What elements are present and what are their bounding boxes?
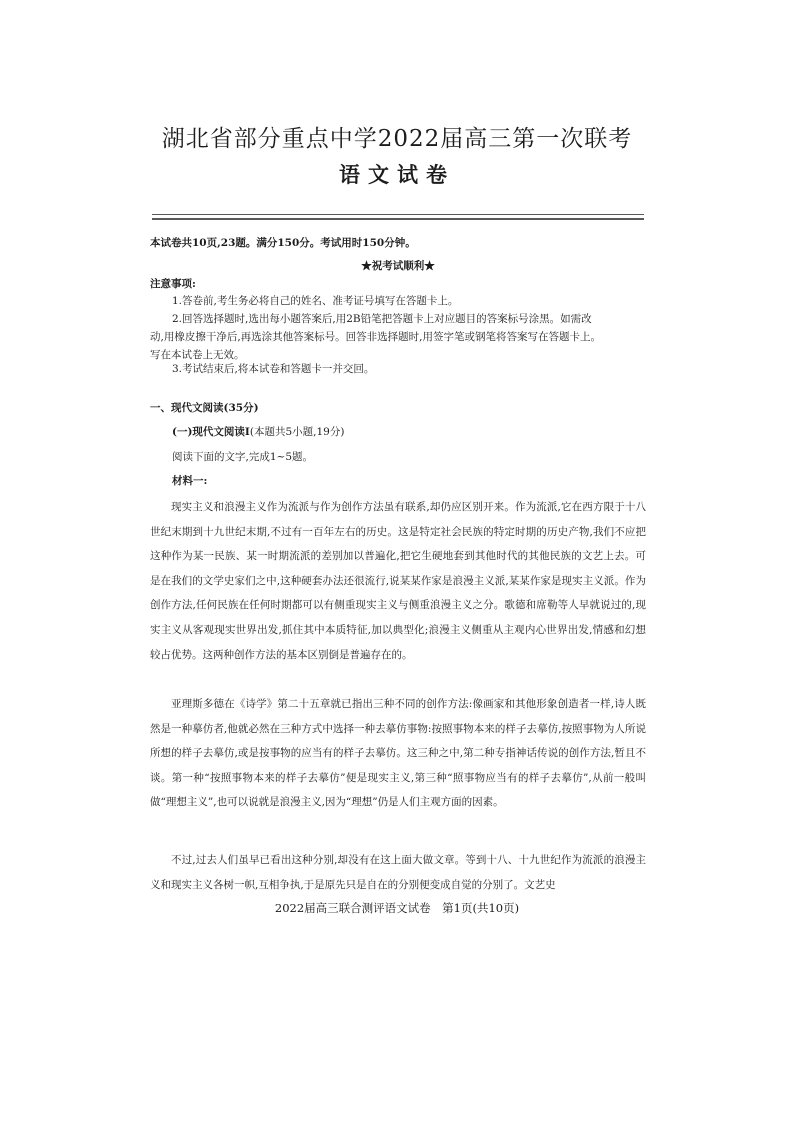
exam-subtitle: 语文试卷 [339, 162, 455, 187]
note-item-2-cont: 动,用橡皮擦干净后,再选涂其他答案标号。回答非选择题时,用签字笔或钢笔将答案写在答题卡上。 [150, 331, 602, 343]
note-item-1: 1.答卷前,考生务必将自己的姓名、准考证号填写在答题卡上。 [172, 295, 459, 307]
material-label: 材料一: [172, 475, 208, 487]
paragraph-3: 不过,过去人们虽早已看出这种分别,却没有在这上面大做文章。等到十八、十九世纪作为流派的浪漫主义和现实主义各树一帜,互相争执,于是原先只是自在的分别便变成自觉的分别了。文艺史 [150, 854, 646, 891]
subsection-note: (本题共5小题,19分) [249, 426, 345, 438]
section-heading: 一、现代文阅读(35分) [150, 402, 259, 414]
header-divider [152, 214, 644, 215]
notes-heading: 注意事项: [150, 278, 196, 290]
exam-title: 湖北省部分重点中学2022届高三第一次联考 [161, 126, 633, 152]
subsection-heading [172, 425, 668, 439]
paragraph-2: 亚理斯多德在《诗学》第二十五章就已指出三种不同的创作方法:像画家和其他形象创造者一样,诗人既然是一种摹仿者,他就必然在三种方式中选择一种去摹仿事物:按照事物本来的样子去摹仿,按照事物为人所说所想的样子去摹仿,或是按事物的应当有的样子去摹仿。这三种之中,第二种专指神话传说的创作方法,暂且不谈。第一种“按照事物本来的样子去摹仿”便是现实主义,第三种“照事物应当有的样子去摹仿”,从前一般叫做“理想主义”,也可以说就是浪漫主义,因为“理想”仍是人们主观方面的因素。 [150, 698, 646, 809]
header-divider-thick [152, 218, 644, 220]
note-item-3: 3.考试结束后,将本试卷和答题卡一并交回。 [172, 363, 375, 375]
note-item-2-end: 写在本试卷上无效。 [150, 349, 245, 361]
page-footer: 2022届高三联合测评语文试卷 第1页(共10页) [274, 901, 520, 915]
paragraph-1: 现实主义和浪漫主义作为流派与作为创作方法虽有联系,却仍应区别开来。作为流派,它在西方限于十八世纪末期到十九世纪末期,不过有一百年左右的历史。这是特定社会民族的特定时期的历史产物,我们不应把这种作为某一民族、某一时期流派的差别加以普遍化,把它生硬地套到其他时代的其他民族的文艺上去。可是在我们的文学史家们之中,这种硬套办法还很流行,说某某作家是浪漫主义派,某某作家是现实主义派。作为创作方法,任何民族在任何时期都可以有侧重现实主义与侧重浪漫主义之分。歌德和席勒等人早就说过的,现实主义从客观现实世界出发,抓住其中本质特征,加以典型化;浪漫主义侧重从主观内心世界出发,情感和幻想较占优势。这两种创作方法的基本区别倒是普遍存在的。 [150, 501, 646, 661]
note-item-2: 2.回答选择题时,选出每小题答案后,用2B铅笔把答题卡上对应题目的答案标号涂黑。如需改 [172, 313, 592, 325]
exam-info: 本试卷共10页,23题。满分150分。考试用时150分钟。 [150, 237, 416, 249]
good-luck-banner: ★祝考试顺利★ [361, 260, 435, 272]
subsection-title: (一)现代文阅读Ⅰ [172, 426, 250, 438]
reading-instruction: 阅读下面的文字,完成1~5题。 [172, 451, 313, 463]
